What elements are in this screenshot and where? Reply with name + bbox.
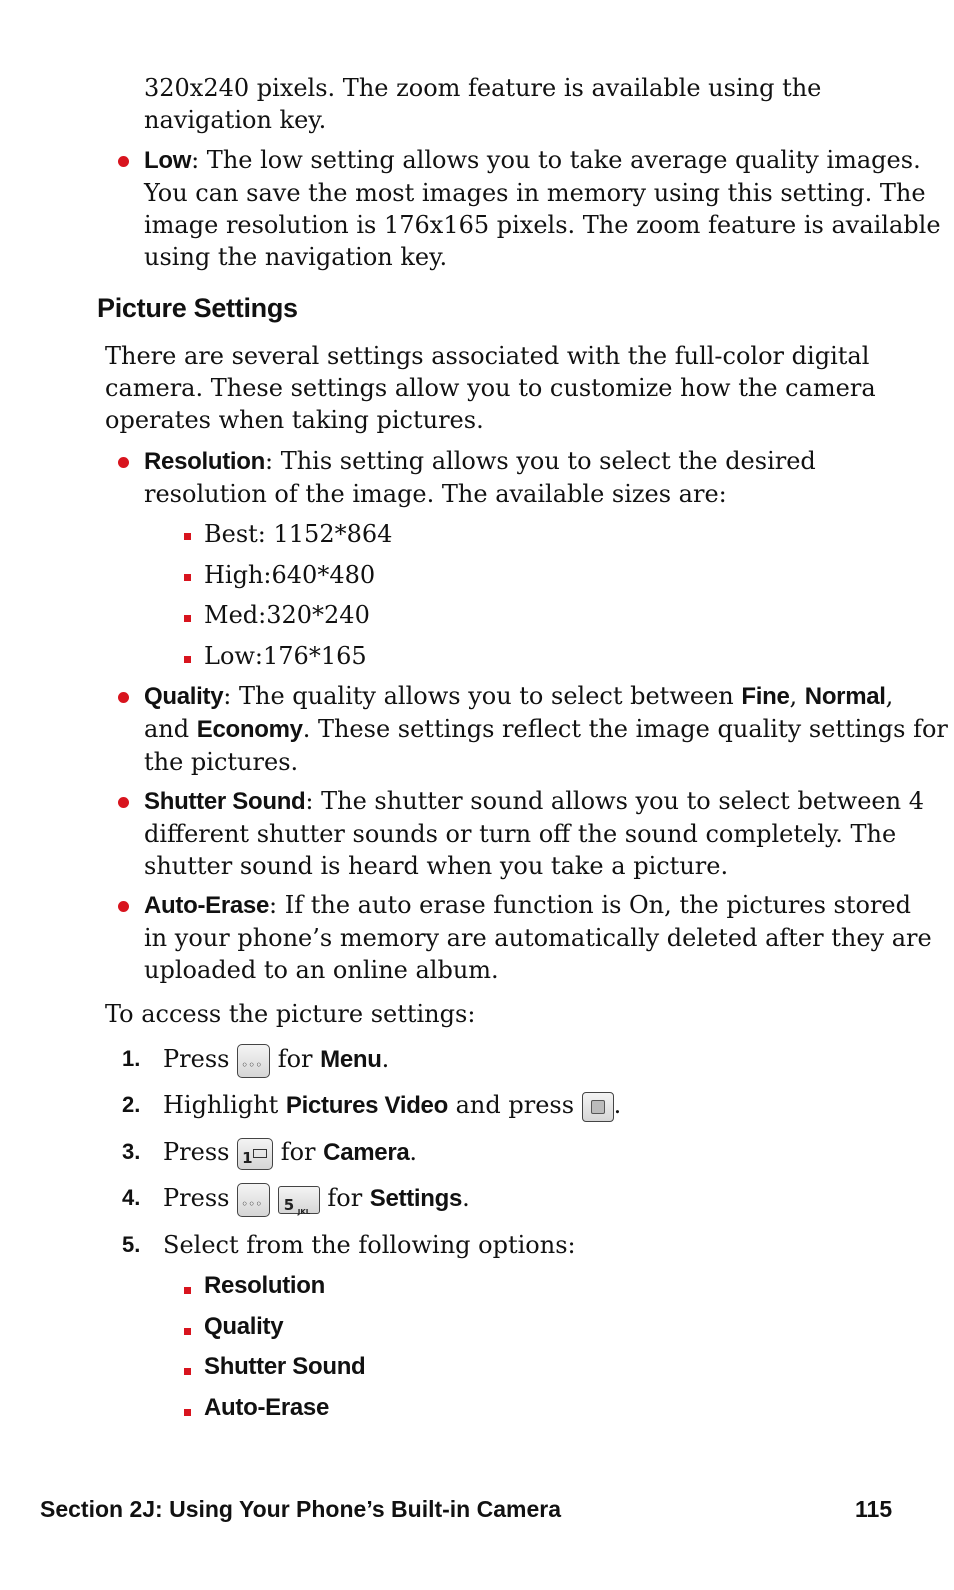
step-5: Select from the following options: xyxy=(163,1231,576,1259)
quality-bullet xyxy=(144,680,948,778)
quality-and: and xyxy=(144,715,197,743)
quality-fine: Fine xyxy=(741,683,790,710)
one-key-icon xyxy=(237,1138,273,1170)
low-line-3: image resolution is 176x165 pixels. The zoom feature is available xyxy=(144,211,941,239)
shutter-line-3: shutter sound is heard when you take a picture. xyxy=(144,852,729,880)
square-bullet-icon xyxy=(184,1409,191,1416)
bullet-dot-icon xyxy=(118,156,129,167)
shutter-line-2: different shutter sounds or turn off the sound completely. The xyxy=(144,820,897,848)
top-line-2: navigation key. xyxy=(144,106,327,134)
autoerase-term: Auto-Erase xyxy=(144,892,270,919)
menu-key-glyph: ◦◦◦ xyxy=(241,1196,263,1211)
envelope-icon xyxy=(253,1149,267,1158)
square-bullet-icon xyxy=(184,615,191,622)
low-line-1: : The low setting allows you to take average quality images. xyxy=(191,146,921,174)
top-line-1: 320x240 pixels. The zoom feature is available using the xyxy=(144,74,822,102)
step-number: 4. xyxy=(122,1185,141,1210)
option-item: Resolution xyxy=(204,1272,325,1299)
access-intro: To access the picture settings: xyxy=(105,1000,476,1028)
step-3-mid: for xyxy=(273,1138,324,1166)
shutter-bullet xyxy=(144,785,924,882)
shutter-term: Shutter Sound xyxy=(144,788,306,815)
autoerase-line-2: in your phone’s memory are automatically deleted after they are xyxy=(144,924,932,952)
section-heading: Picture Settings xyxy=(97,293,298,323)
size-item: Med:320*240 xyxy=(204,601,370,629)
resolution-line-2: resolution of the image. The available sizes are: xyxy=(144,480,727,508)
square-bullet-icon xyxy=(184,656,191,663)
menu-key-icon xyxy=(237,1044,270,1078)
step-number: 1. xyxy=(122,1046,141,1071)
intro-line-3: operates when taking pictures. xyxy=(105,406,484,434)
square-bullet-icon xyxy=(184,1368,191,1375)
low-term: Low xyxy=(144,147,192,174)
size-item: Low:176*165 xyxy=(204,642,367,670)
quality-normal: Normal xyxy=(804,683,886,710)
size-item: High:640*480 xyxy=(204,561,376,589)
option-item: Auto-Erase xyxy=(204,1394,330,1421)
nav-center-icon xyxy=(591,1100,605,1114)
step-1-mid: for xyxy=(270,1045,321,1073)
quality-text-2: . These settings reflect the image quality settings for xyxy=(302,715,948,743)
quality-comma-2: , xyxy=(885,682,894,710)
step-number: 3. xyxy=(122,1139,141,1164)
quality-text-1: : The quality allows you to select between xyxy=(223,682,742,710)
step-2-post: . xyxy=(613,1091,622,1119)
step-1-post: . xyxy=(381,1045,390,1073)
autoerase-line-3: uploaded to an online album. xyxy=(144,956,499,984)
step-number: 2. xyxy=(122,1092,141,1117)
low-bullet xyxy=(144,144,941,273)
autoerase-line-1: : If the auto erase function is On, the pictures stored xyxy=(269,891,911,919)
page-number: 115 xyxy=(855,1496,893,1522)
quality-economy: Economy xyxy=(196,716,303,743)
five-key-letters: JKL xyxy=(297,1207,311,1216)
step-number: 5. xyxy=(122,1232,141,1257)
quality-line-3: the pictures. xyxy=(144,748,299,776)
option-item: Shutter Sound xyxy=(204,1353,366,1380)
top-paragraph xyxy=(144,72,821,136)
step-4-pre: Press xyxy=(163,1184,238,1212)
square-bullet-icon xyxy=(184,574,191,581)
quality-comma-1: , xyxy=(789,682,805,710)
bullet-dot-icon xyxy=(118,692,129,703)
step-2 xyxy=(163,1089,621,1122)
intro-line-1: There are several settings associated with the full-color digital xyxy=(105,342,870,370)
one-key-glyph: 1 xyxy=(242,1148,253,1167)
footer-section: Section 2J: Using Your Phone’s Built-in Camera xyxy=(40,1496,562,1522)
bullet-dot-icon xyxy=(118,797,129,808)
low-line-4: using the navigation key. xyxy=(144,243,448,271)
square-bullet-icon xyxy=(184,1328,191,1335)
five-key-icon xyxy=(278,1186,320,1214)
shutter-line-1: : The shutter sound allows you to select between 4 xyxy=(305,787,924,815)
step-1-pre: Press xyxy=(163,1045,238,1073)
resolution-bullet xyxy=(144,445,816,510)
intro-line-2: camera. These settings allow you to customize how the camera xyxy=(105,374,876,402)
menu-key-icon xyxy=(237,1183,270,1217)
step-3 xyxy=(163,1136,417,1170)
nav-key-icon xyxy=(582,1092,614,1122)
size-item: Best: 1152*864 xyxy=(204,520,393,548)
low-line-2: You can save the most images in memory using this setting. The xyxy=(144,179,926,207)
step-2-bold: Pictures Video xyxy=(285,1092,448,1119)
step-4 xyxy=(163,1182,470,1217)
resolution-line-1: : This setting allows you to select the desired xyxy=(265,447,816,475)
step-4-bold: Settings xyxy=(369,1185,463,1212)
step-3-post: . xyxy=(409,1138,418,1166)
step-4-post: . xyxy=(462,1184,470,1212)
step-4-mid: for xyxy=(319,1184,370,1212)
menu-key-glyph: ◦◦◦ xyxy=(241,1057,263,1072)
step-2-mid: and press xyxy=(447,1091,582,1119)
option-item: Quality xyxy=(204,1313,284,1340)
resolution-term: Resolution xyxy=(144,448,265,475)
square-bullet-icon xyxy=(184,1287,191,1294)
step-2-pre: Highlight xyxy=(163,1091,286,1119)
step-3-bold: Camera xyxy=(323,1139,410,1166)
step-1-bold: Menu xyxy=(320,1046,382,1073)
quality-term: Quality xyxy=(144,683,224,710)
bullet-dot-icon xyxy=(118,901,129,912)
step-3-pre: Press xyxy=(163,1138,238,1166)
square-bullet-icon xyxy=(184,533,191,540)
bullet-dot-icon xyxy=(118,457,129,468)
autoerase-bullet xyxy=(144,889,932,986)
section-intro xyxy=(105,340,876,436)
five-key-glyph: 5 xyxy=(283,1195,295,1214)
step-1 xyxy=(163,1043,389,1078)
